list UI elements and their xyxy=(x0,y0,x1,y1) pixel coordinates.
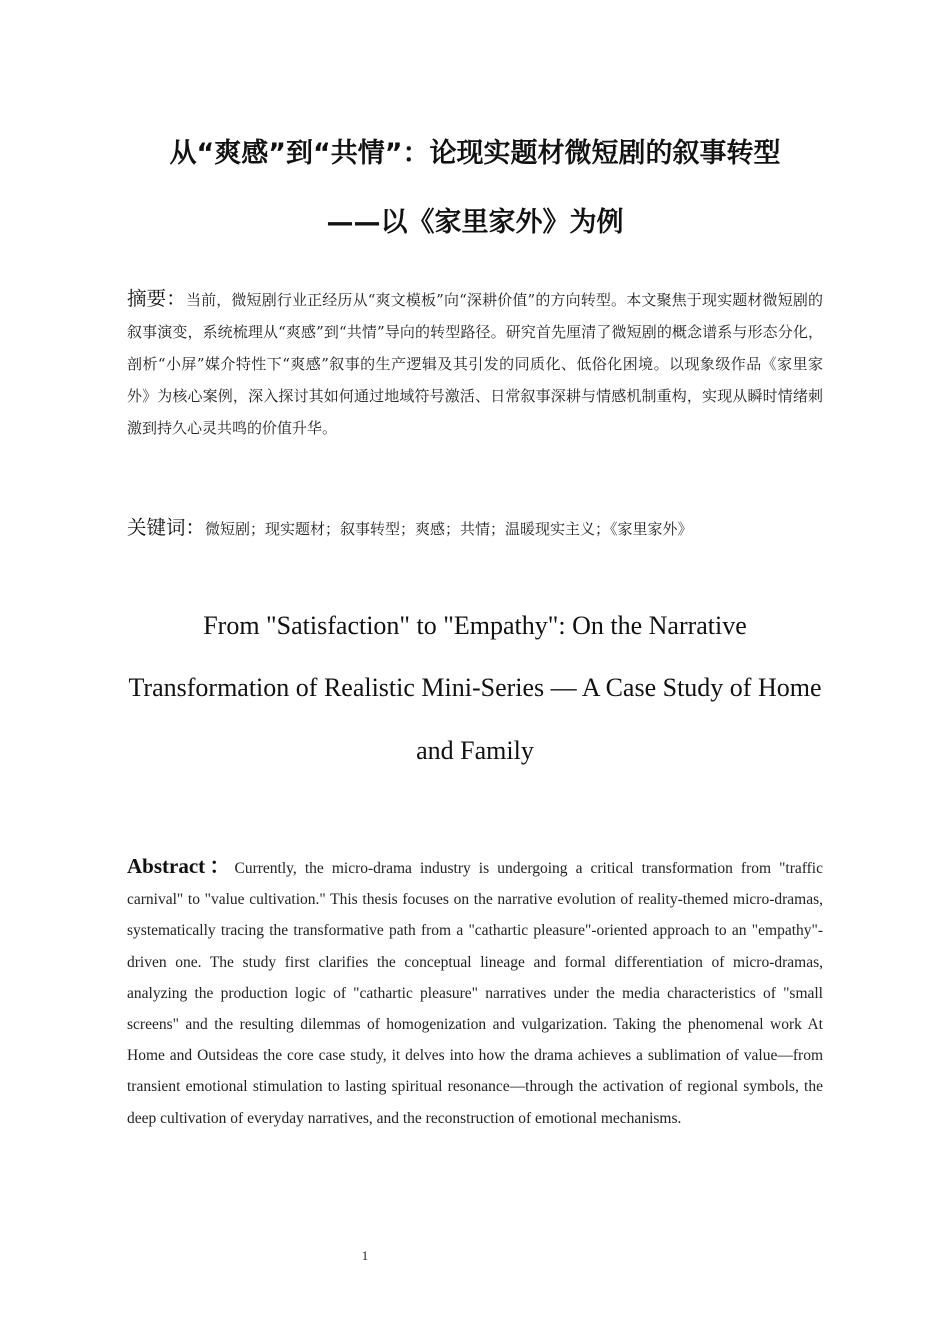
english-abstract xyxy=(127,851,823,1134)
chinese-abstract xyxy=(127,283,823,444)
chinese-title-line-2: ——以《家里家外》为例 xyxy=(326,207,624,238)
page-number: 1 xyxy=(361,1248,369,1263)
english-title-line-3: and Family xyxy=(416,736,534,765)
chinese-title-line-1: 从“爽感”到“共情”：论现实题材微短剧的叙事转型 xyxy=(169,138,781,169)
english-title-line-1: From "Satisfaction" to "Empathy": On the Narrative xyxy=(203,611,747,640)
chinese-abstract-label: 摘要： xyxy=(127,287,186,310)
english-title-line-2: Transformation of Realistic Mini-Series — A Case Study of Home xyxy=(128,673,822,702)
chinese-keywords-text: 微短剧；现实题材；叙事转型；爽感；共情；温暖现实主义；《家里家外》 xyxy=(205,520,693,538)
chinese-keywords-label: 关键词： xyxy=(127,516,206,539)
english-abstract-label: Abstract： xyxy=(127,854,235,878)
chinese-abstract-text: 当前，微短剧行业正经历从“爽文模板”向“深耕价值”的方向转型。本文聚焦于现实题材微短剧的叙事演变，系统梳理从“爽感”到“共情”导向的转型路径。研究首先厘清了微短剧的概念谱系与形态分化，剖析“小屏”媒介特性下“爽感”叙事的生产逻辑及其引发的同质化、低俗化困境。以现象级作品《家里家外》为核心案例，深入探讨其如何通过地域符号激活、日常叙事深耕与情感机制重构，实现从瞬时情绪刺激到持久心灵共鸣的价值升华。 xyxy=(127,291,823,437)
chinese-keywords xyxy=(127,512,823,545)
english-abstract-text: Currently, the micro-drama industry is undergoing a critical transformation from "traffic carnival" to "value cultivation." This thesis focuses on the narrative evolution of reality-themed micro-dramas, systematically tracing the transformative path from a "cathartic pleasure"-oriented approach to an "empathy"-driven one. The study first clarifies the conceptual lineage and formal differentiation of micro-dramas, analyzing the production logic of "cathartic pleasure" narratives under the media characteristics of "small screens" and the resulting dilemmas of homogenization and vulgarization. Taking the phenomenal work At Home and Outsideas the core case study, it delves into how the drama achieves a sublimation of value—from transient emotional stimulation to lasting spiritual resonance—through the activation of regional symbols, the deep cultivation of everyday narratives, and the reconstruction of emotional mechanisms. xyxy=(127,860,823,1127)
